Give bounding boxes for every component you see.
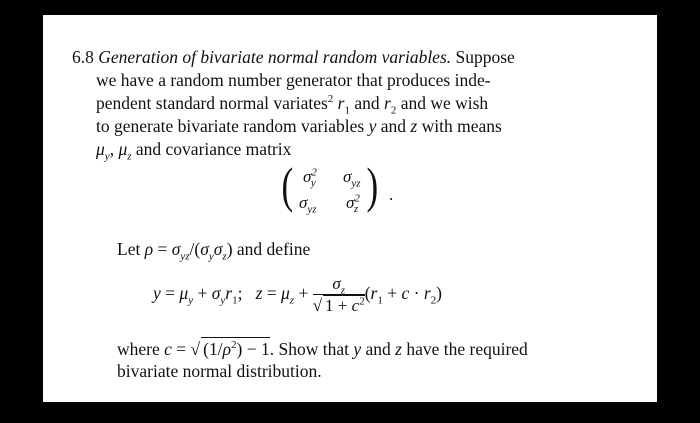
covariance-matrix: ( $\sigma^2_y$ $\sigma_{yz}$ $\sigma_{yz}$ $\sigma^2_z$ ) . — [281, 157, 394, 216]
text-line-4: to generate bivariate random variables y and z with means — [96, 116, 502, 136]
c-definition-line: where c = √ $(1/\rho^2) - 1$. Show that y and z have the required — [117, 339, 528, 359]
transformation-equation: $y = \mu_y + \sigma_yr_1$; $z = \mu_z$ + $\frac{\sigma_z}{√ 1 + c^2}$ $(r_1 + c \cdot r_2)$ — [153, 274, 442, 315]
problem-number: 6.8 — [72, 47, 94, 67]
footnote-marker: 2 — [327, 93, 334, 106]
text-last-line: bivariate normal distribution. — [117, 361, 322, 381]
rho-definition-line: Let $\rho = \sigma_{yz}/(\sigma_y\sigma_z)$ and define — [117, 239, 311, 263]
text-line-5: $\mu_y$, $\mu_z$ and covariance matrix — [96, 139, 292, 163]
text-line-3: pendent standard normal variates$^2$ $r_1$ and $r_2$ and we wish — [96, 93, 489, 117]
problem-title: Generation of bivariate normal random variables. — [98, 47, 452, 67]
problem-card — [43, 15, 657, 402]
problem-heading-line — [72, 46, 515, 68]
text-line-1: Suppose — [455, 47, 515, 67]
text-line-2: we have a random number generator that produces inde- — [96, 70, 491, 90]
